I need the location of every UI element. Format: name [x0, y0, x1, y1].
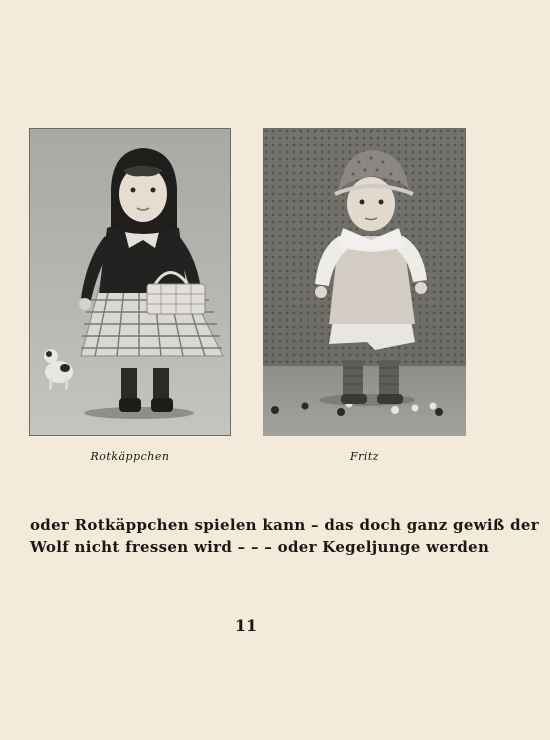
figure-caption-fritz: Fritz [349, 450, 380, 463]
fritz-doll-illustration [263, 128, 466, 436]
photo-rotkaeppchen-doll [29, 128, 231, 436]
body-paragraph [30, 514, 539, 558]
figure-caption-rotkaeppchen: Rotkäppchen [90, 450, 170, 463]
text-line: Wolf nicht fressen wird – – – oder Kegeljunge werden [30, 538, 490, 556]
rotkaeppchen-doll-illustration [29, 128, 231, 436]
text-line: oder Rotkäppchen spielen kann – das doch ganz gewiß der [30, 516, 539, 534]
photo-fritz-doll [263, 128, 466, 436]
page-number: 11 [234, 616, 258, 635]
